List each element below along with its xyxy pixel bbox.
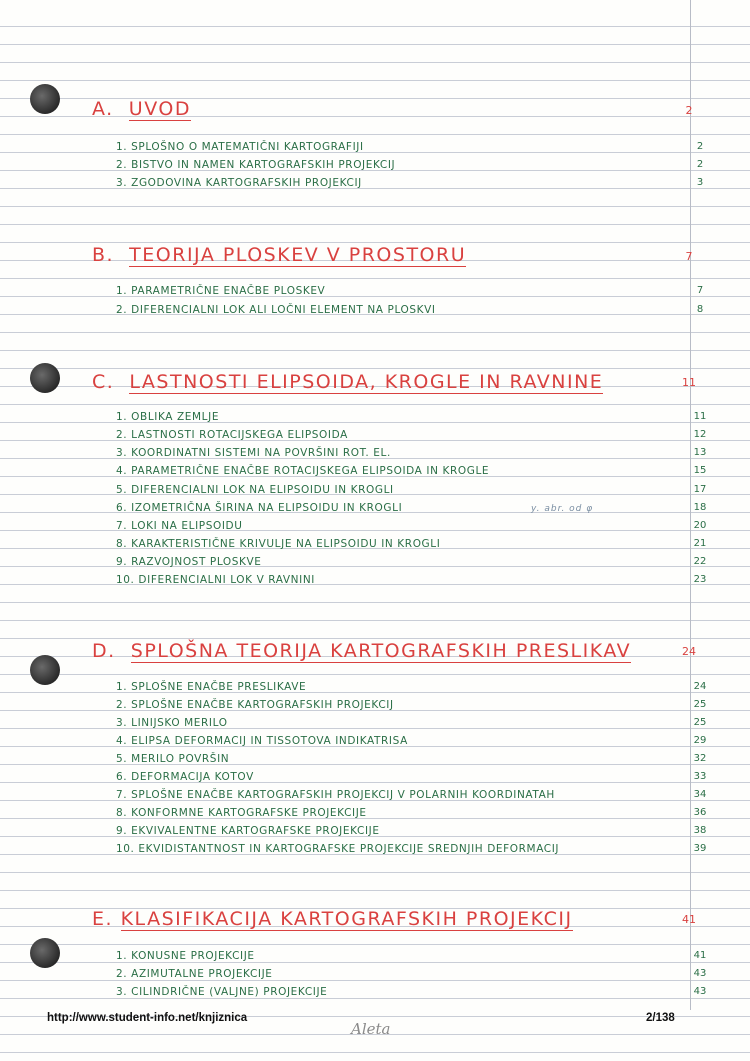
toc-item-page: 13 [693,447,707,458]
section-name: SPLOŠNA TEORIJA KARTOGRAFSKIH PRESLIKAV [130,640,632,662]
section-name: UVOD [128,98,191,120]
toc-item: 5. MERILO POVRŠIN [116,753,230,765]
toc-item-page: 25 [693,699,707,710]
punch-hole [30,655,60,685]
toc-item: 3. ZGODOVINA KARTOGRAFSKIH PROJEKCIJ [116,177,362,189]
toc-item: 3. KOORDINATNI SISTEMI NA POVRŠINI ROT. EL. [116,447,391,459]
toc-item-page: 38 [693,825,707,836]
toc-item-page: 17 [693,484,707,495]
toc-item-page: 15 [693,465,707,476]
toc-item: 3. CILINDRIČNE (VALJNE) PROJEKCIJE [116,986,328,998]
toc-item: 9. EKVIVALENTNE KARTOGRAFSKE PROJEKCIJE [116,825,380,837]
toc-item: 4. ELIPSA DEFORMACIJ IN TISSOTOVA INDIKATRISA [116,735,408,747]
toc-item-page: 7 [696,285,704,296]
punch-hole [30,363,60,393]
punch-hole [30,938,60,968]
section-e-title [92,908,573,930]
section-a-page: 2 [685,104,693,117]
toc-item-page: 21 [693,538,707,549]
punch-hole [30,84,60,114]
toc-item: 2. SPLOŠNE ENAČBE KARTOGRAFSKIH PROJEKCIJ [116,699,394,711]
toc-item-page: 12 [693,429,707,440]
toc-item-page: 11 [693,411,707,422]
toc-item-page: 43 [693,986,707,997]
section-a-title [92,98,191,120]
toc-item: 2. BISTVO IN NAMEN KARTOGRAFSKIH PROJEKCIJ [116,159,396,171]
section-b-title [92,244,466,266]
section-letter: C. [92,371,115,393]
toc-item-page: 39 [693,843,707,854]
toc-item: 1. PARAMETRIČNE ENAČBE PLOSKEV [116,285,326,297]
toc-item-page: 3 [696,177,704,188]
toc-item: 6. DEFORMACIJA KOTOV [116,771,254,783]
footer-url: http://www.student-info.net/knjiznica [47,1012,248,1024]
toc-item: 1. KONUSNE PROJEKCIJE [116,950,255,962]
toc-item: 3. LINIJSKO MERILO [116,717,228,729]
section-name: KLASIFIKACIJA KARTOGRAFSKIH PROJEKCIJ [120,908,573,930]
toc-item-page: 8 [696,304,704,315]
toc-item: 7. LOKI NA ELIPSOIDU [116,520,243,532]
toc-item-page: 36 [693,807,707,818]
toc-item: 8. KONFORMNE KARTOGRAFSKE PROJEKCIJE [116,807,367,819]
toc-item-page: 33 [693,771,707,782]
toc-item-page: 23 [693,574,707,585]
toc-item: 7. SPLOŠNE ENAČBE KARTOGRAFSKIH PROJEKCIJ V POLARNIH KOORDINATAH [116,789,555,801]
toc-item: 2. LASTNOSTI ROTACIJSKEGA ELIPSOIDA [116,429,348,441]
toc-item: 1. SPLOŠNO O MATEMATIČNI KARTOGRAFIJI [116,141,364,153]
margin-note: y. abr. od φ [531,504,594,514]
section-e-page: 41 [682,913,696,926]
toc-item: 1. OBLIKA ZEMLJE [116,411,220,423]
toc-item-page: 25 [693,717,707,728]
section-name: LASTNOSTI ELIPSOIDA, KROGLE IN RAVNINE [129,371,604,393]
section-d-title [92,640,631,662]
section-letter: D. [92,640,116,662]
section-letter: B. [92,244,115,266]
toc-item: 2. DIFERENCIALNI LOK ALI LOČNI ELEMENT NA PLOSKVI [116,304,436,316]
logo-text: Aleta [351,1020,391,1038]
toc-item-page: 29 [693,735,707,746]
toc-item-page: 34 [693,789,707,800]
toc-item-page: 24 [693,681,707,692]
footer-page-indicator: 2/138 [646,1012,675,1024]
section-b-page: 7 [685,250,693,263]
toc-item: 9. RAZVOJNOST PLOSKVE [116,556,262,568]
aleta-logo [345,1014,405,1044]
toc-item-page: 18 [693,502,707,513]
section-c-title [92,371,603,393]
section-d-page: 24 [682,645,696,658]
toc-item: 4. PARAMETRIČNE ENAČBE ROTACIJSKEGA ELIPSOIDA IN KROGLE [116,465,490,477]
section-c-page: 11 [682,376,696,389]
toc-item-page: 43 [693,968,707,979]
toc-item-page: 32 [693,753,707,764]
toc-item-page: 20 [693,520,707,531]
toc-item: 10. EKVIDISTANTNOST IN KARTOGRAFSKE PROJEKCIJE SREDNJIH DEFORMACIJ [116,843,560,855]
toc-item: 8. KARAKTERISTIČNE KRIVULJE NA ELIPSOIDU IN KROGLI [116,538,441,550]
section-letter: E. [92,908,114,930]
toc-item: 10. DIFERENCIALNI LOK V RAVNINI [116,574,315,586]
toc-item: 1. SPLOŠNE ENAČBE PRESLIKAVE [116,681,307,693]
toc-item-page: 41 [693,950,707,961]
section-name: TEORIJA PLOSKEV V PROSTORU [129,244,467,266]
toc-item: 2. AZIMUTALNE PROJEKCIJE [116,968,273,980]
toc-item-page: 22 [693,556,707,567]
toc-item-page: 2 [696,141,704,152]
section-letter: A. [92,98,114,120]
toc-item: 6. IZOMETRIČNA ŠIRINA NA ELIPSOIDU IN KROGLI [116,502,403,514]
toc-item: 5. DIFERENCIALNI LOK NA ELIPSOIDU IN KROGLI [116,484,394,496]
toc-item-page: 2 [696,159,704,170]
